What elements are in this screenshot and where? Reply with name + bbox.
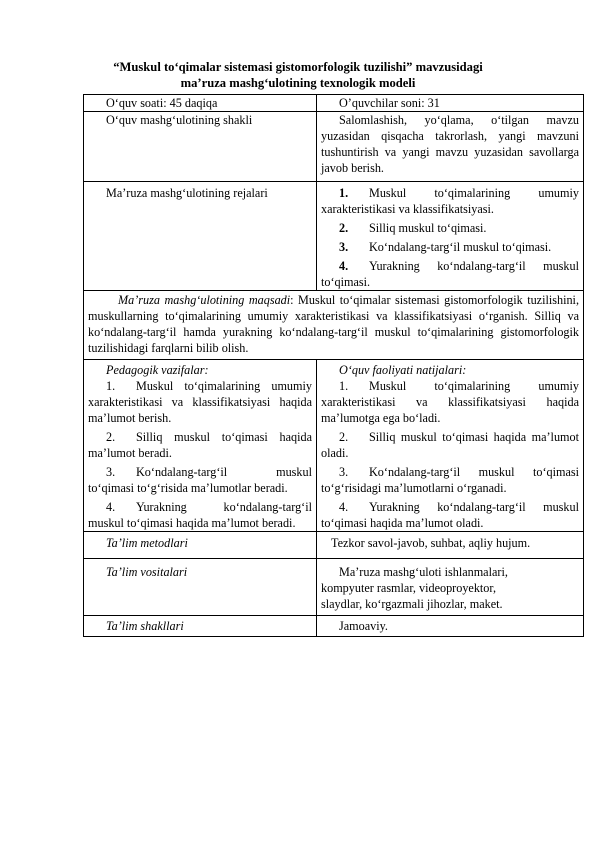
pedagogical-task-item: 4. Yurakning ko‘ndalang-targ‘il muskul to‘qimasi haqida ma’lumot beradi.	[88, 500, 312, 530]
pedagogical-tasks-cell	[84, 360, 317, 532]
tools-value-cell	[317, 559, 584, 616]
lesson-model-table	[83, 94, 584, 637]
learning-result-item: 2. Silliq muskul to‘qimasi haqida ma’lumot oladi.	[321, 430, 579, 460]
plan-item: 2. Silliq muskul to‘qimasi.	[339, 221, 487, 235]
row-methods	[84, 532, 584, 559]
document-title	[80, 59, 516, 91]
form-label: O‘quv mashg‘ulotining shakli	[106, 113, 253, 127]
form-value: Salomlashish, yo‘qlama, o‘tilgan mavzu yuzasidan qisqacha takrorlash, yangi mavzuni tushuntirish va yangi mavzu yuzasidan savollarga javob berish.	[321, 113, 579, 175]
pedagogical-tasks-heading: Pedagogik vazifalar:	[106, 363, 209, 377]
row-plan	[84, 182, 584, 291]
plan-label-cell	[84, 182, 317, 291]
tools-line-2: kompyuter rasmlar, videoproyektor,	[321, 581, 497, 595]
learning-results-cell	[317, 360, 584, 532]
tools-line-1: Ma’ruza mashg‘uloti ishlanmalari,	[339, 565, 508, 579]
tools-label-cell	[84, 559, 317, 616]
student-count: O’quvchilar soni: 31	[339, 96, 440, 110]
lesson-hours: O‘quv soati: 45 daqiqa	[106, 96, 218, 110]
row-form	[84, 112, 584, 182]
tools-line-3: slaydlar, ko‘rgazmali jihozlar, maket.	[321, 597, 503, 611]
pedagogical-task-item: 2. Silliq muskul to‘qimasi haqida ma’lumot beradi.	[88, 430, 312, 460]
methods-label: Ta’lim metodlari	[106, 536, 188, 550]
tools-label: Ta’lim vositalari	[106, 565, 188, 579]
learning-result-item: 4. Yurakning ko‘ndalang-targ‘il muskul to‘qimasi haqida ma’lumot oladi.	[321, 500, 579, 530]
plan-list-cell	[317, 182, 584, 291]
title-line-2: ma’ruza mashg‘ulotining texnologik modeli	[180, 76, 416, 90]
methods-value: Tezkor savol-javob, suhbat, aqliy hujum.	[331, 536, 531, 550]
goal-cell	[84, 291, 584, 360]
title-line-1: “Muskul to‘qimalar sistemasi gistomorfologik tuzilishi” mavzusidagi	[113, 60, 483, 74]
student-count-cell	[317, 95, 584, 112]
methods-value-cell	[317, 532, 584, 559]
pedagogical-task-item: 1. Muskul to‘qimalarining umumiy xarakteristikasi va klassifikatsiyasi haqida ma’lumot berish.	[88, 379, 312, 425]
learning-result-item: 3. Ko‘ndalang-targ‘il muskul to‘qimasi to‘g‘risidagi ma’lumotlarni o‘rganadi.	[321, 465, 579, 495]
learning-result-item: 1. Muskul to‘qimalarining umumiy xarakteristikasi va klassifikatsiyasi haqida ma’lumotga ega bo‘ladi.	[321, 379, 579, 425]
pedagogical-task-item: 3. Ko‘ndalang-targ‘il muskul to‘qimasi to‘g‘risida ma’lumotlar beradi.	[88, 465, 312, 495]
learning-results-heading: O‘quv faoliyati natijalari:	[339, 363, 467, 377]
row-tasks-results	[84, 360, 584, 532]
lesson-hours-cell	[84, 95, 317, 112]
goal-body: : Muskul to‘qimalar sistemasi gistomorfologik tuzilishini, muskullarning to‘qimalarining umumiy xarakteristikasi va klassifikatsiyasi o‘rganish. Silliq va ko‘ndalang-targ‘il hamda yurakning ko‘ndalang-targ‘il muskul to‘qimalarining gistomorfologik tuzilishidagi farqlarni bilib olish.	[88, 293, 579, 355]
row-forms	[84, 616, 584, 637]
row-duration	[84, 95, 584, 112]
row-goal	[84, 291, 584, 360]
forms-label: Ta’lim shakllari	[106, 619, 184, 633]
goal-label: Ma’ruza mashg‘ulotining maqsadi	[118, 293, 291, 307]
form-label-cell	[84, 112, 317, 182]
form-value-cell	[317, 112, 584, 182]
plan-item: 3. Ko‘ndalang-targ‘il muskul to‘qimasi.	[339, 240, 552, 254]
forms-value-cell	[317, 616, 584, 637]
plan-label: Ma’ruza mashg‘ulotining rejalari	[106, 186, 268, 200]
forms-value: Jamoaviy.	[339, 619, 388, 633]
methods-label-cell	[84, 532, 317, 559]
row-tools	[84, 559, 584, 616]
plan-item: 4. Yurakning ko‘ndalang-targ‘il muskul to‘qimasi.	[321, 259, 579, 289]
goal-text	[88, 292, 579, 356]
forms-label-cell	[84, 616, 317, 637]
plan-item: 1. Muskul to‘qimalarining umumiy xarakteristikasi va klassifikatsiyasi.	[321, 186, 579, 216]
